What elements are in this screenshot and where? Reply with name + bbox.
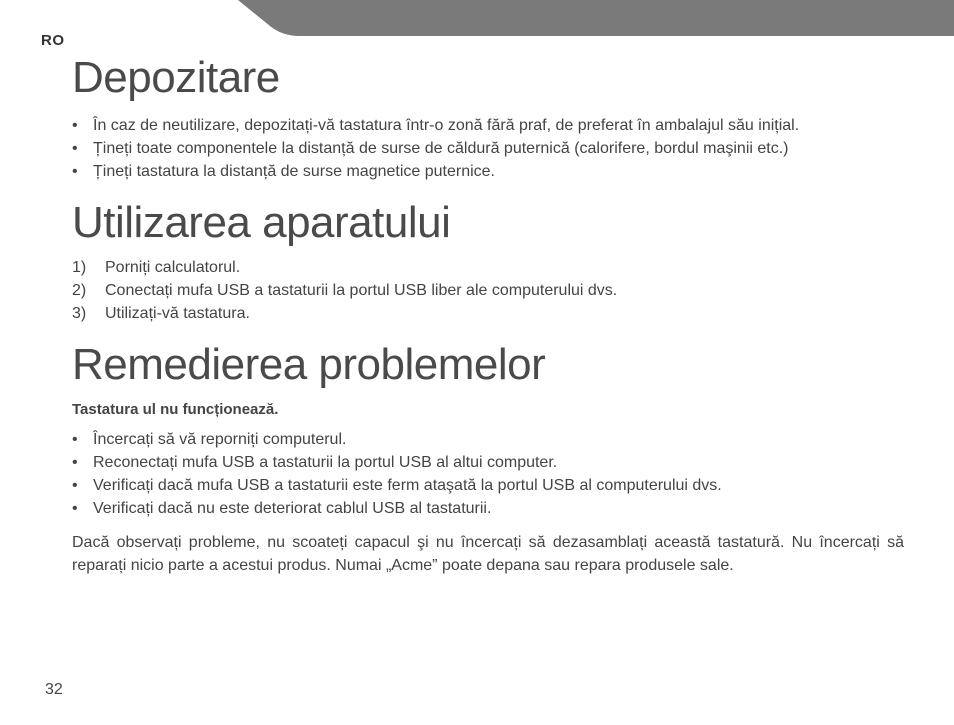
list-item: • Încercați să vă reporniți computerul. [72, 428, 904, 451]
troubleshooting-subheading: Tastatura ul nu funcționează. [72, 401, 279, 418]
header-band [0, 0, 954, 36]
language-code: RO [41, 32, 65, 49]
page-content [72, 50, 904, 577]
step-text: Porniți calculatorul. [105, 259, 241, 276]
step-item [72, 279, 904, 302]
step-number: 3) [72, 305, 87, 322]
usage-steps [72, 256, 904, 325]
troubleshooting-list [72, 428, 904, 520]
step-item [72, 302, 904, 325]
storage-list [72, 114, 904, 183]
list-item: • Reconectați mufa USB a tastaturii la portul USB al altui computer. [72, 451, 904, 474]
list-item: • Țineți toate componentele la distanță de surse de căldură puternică (calorifere, bordul maşinii etc.) [72, 137, 904, 160]
list-item: • În caz de neutilizare, depozitați-vă tastatura într-o zonă fără praf, de preferat în ambalajul său inițial. [72, 114, 904, 137]
list-item: • Verificați dacă mufa USB a tastaturii este ferm ataşată la portul USB al computerului dvs. [72, 474, 904, 497]
usage-heading: Utilizarea aparatului [72, 198, 451, 247]
list-item: • Țineți tastatura la distanță de surse magnetice puternice. [72, 160, 904, 183]
step-number: 2) [72, 282, 87, 299]
page-number: 32 [45, 681, 63, 698]
troubleshooting-note: Dacă observați probleme, nu scoateți capacul şi nu încercați să dezasamblați această tastatură. Nu încercați să reparați nicio parte a acestui produs. Numai „Acme” poate depana sau repara produsele sale. [72, 534, 904, 574]
step-text: Utilizați-vă tastatura. [105, 305, 250, 322]
list-item: • Verificați dacă nu este deteriorat cablul USB al tastaturii. [72, 497, 904, 520]
troubleshooting-heading: Remedierea problemelor [72, 340, 546, 389]
step-text: Conectați mufa USB a tastaturii la portul USB liber ale computerului dvs. [105, 282, 618, 299]
step-number: 1) [72, 259, 87, 276]
storage-heading: Depozitare [72, 53, 280, 102]
header-band-shape [0, 0, 954, 36]
step-item [72, 256, 904, 279]
